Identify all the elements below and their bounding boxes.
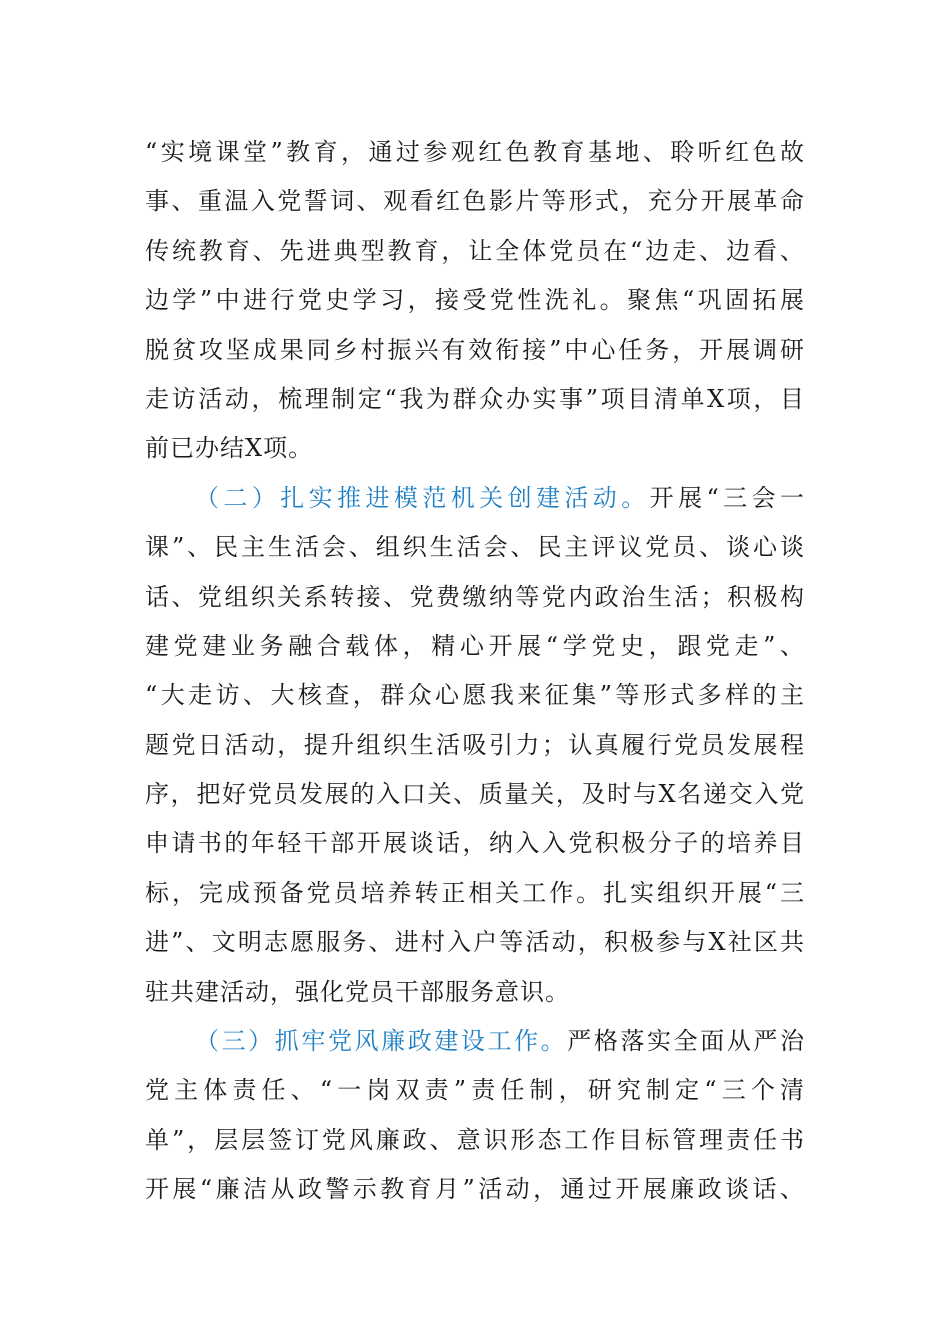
text-line-with-heading [145, 474, 805, 523]
text-line: 传统教育、先进典型教育，让全体党员在“边走、边看、 [145, 236, 805, 265]
text-line: 边学”中进行党史学习，接受党性洗礼。聚焦“巩固拓展 [145, 286, 805, 315]
text-line: 标，完成预备党员培养转正相关工作。扎实组织开展“三 [145, 878, 805, 907]
text-line: 话、党组织关系转接、党费缴纳等党内政治生活；积极构 [145, 582, 805, 611]
text-line: “实境课堂”教育，通过参观红色教育基地、聆听红色故 [145, 138, 805, 166]
text-line: 走访活动，梳理制定“我为群众办实事”项目清单X项，目 [145, 384, 805, 413]
text-line: 前已办结X项。 [145, 434, 314, 463]
text-line: 课”、民主生活会、组织生活会、民主评议党员、谈心谈 [145, 533, 805, 562]
text-line: 进”、文明志愿服务、进村入户等活动，积极参与X社区共 [145, 928, 805, 957]
text-line: 党主体责任、“一岗双责”责任制，研究制定“三个清 [145, 1076, 805, 1105]
text-run: 严格落实全面从严治 [567, 1027, 806, 1056]
text-line: 脱贫攻坚成果同乡村振兴有效衔接”中心任务，开展调研 [145, 335, 805, 364]
paragraph-red-education [145, 128, 805, 474]
text-line: 驻共建活动，强化党员干部服务意识。 [145, 977, 570, 1006]
section-heading: （三）抓牢党风廉政建设工作。 [195, 1027, 568, 1056]
paragraph-clean-government [145, 1017, 805, 1215]
text-line: 事、重温入党誓词、观看红色影片等形式，充分开展革命 [145, 187, 805, 216]
paragraph-model-organ [145, 474, 805, 1017]
text-line: 序，把好党员发展的入口关、质量关，及时与X名递交入党 [145, 780, 805, 809]
text-line: 开展“廉洁从政警示教育月”活动，通过开展廉政谈话、 [145, 1175, 805, 1204]
text-line: 题党日活动，提升组织生活吸引力；认真履行党员发展程 [145, 730, 805, 759]
text-line: 申请书的年轻干部开展谈话，纳入入党积极分子的培养目 [145, 829, 805, 858]
section-heading: （二）扎实推进模范机关创建活动。 [195, 483, 650, 512]
text-line-with-heading [145, 1017, 805, 1066]
document-body [145, 128, 805, 1215]
text-line: “大走访、大核查，群众心愿我来征集”等形式多样的主 [145, 681, 805, 710]
text-run: 开展“三会一 [649, 483, 806, 512]
text-line: 建党建业务融合载体，精心开展“学党史，跟党走”、 [145, 631, 805, 660]
text-line: 单”，层层签订党风廉政、意识形态工作目标管理责任书 [145, 1125, 805, 1154]
